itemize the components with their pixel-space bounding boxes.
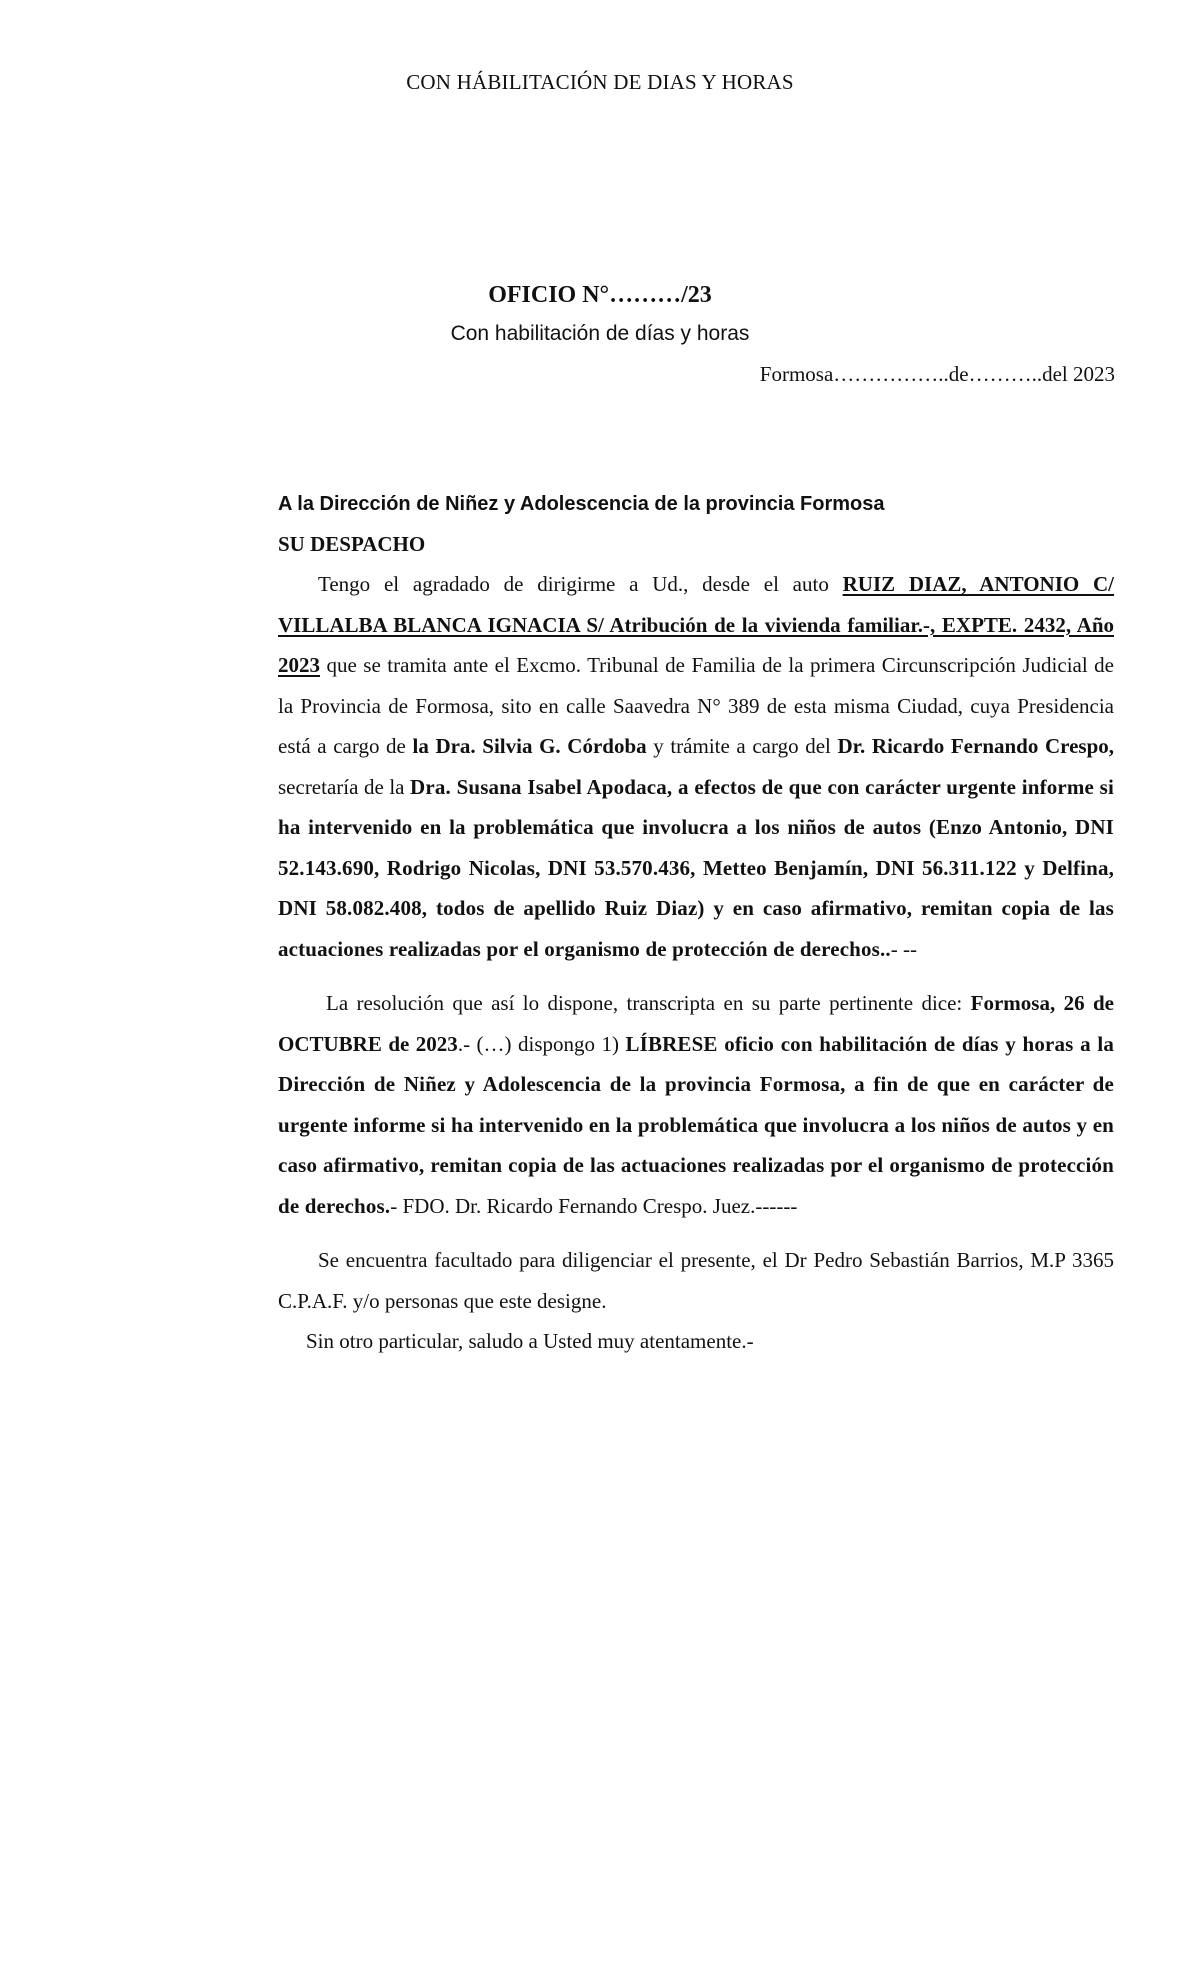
case-name: RUIZ DIAZ, ANTONIO C/ VILLALBA BLANCA IGNACIA S/ Atribución de la vivienda familiar.-, EXPTE. 2432, Año 2023 — [278, 572, 1115, 677]
title-block — [0, 278, 1200, 352]
header-note: CON HÁBILITACIÓN DE DIAS Y HORAS — [406, 70, 794, 94]
p1-text-2: que se tramita ante el Excmo. Tribunal de Familia de la primera Circunscripción Judicial de la Provincia de Formosa, sito en calle Saavedra N° 389 de esta misma Ciudad, cuya Presidencia está a cargo de — [278, 653, 1114, 758]
p2-text-1: La resolución que así lo dispone, transcripta en su parte pertinente dice: — [326, 991, 971, 1015]
oficio-title: OFICIO N°………/23 — [488, 282, 712, 308]
p1-text-5: - -- — [890, 936, 918, 961]
request-text: Dra. Susana Isabel Apodaca, a efectos de que con carácter urgente informe si ha intervenido en la problemática que involucra a los niños de autos (Enzo Antonio, DNI 52.143.690, Rodrigo Nicolas, DNI 53.570.436, Metteo Benjamín, DNI 56.311.122 y Delfina, DNI 58.082.408, todos de apellido Ruiz Diaz) y en caso afirmativo, remitan copia de las actuaciones realizadas por el organismo de protección de derechos.. — [278, 774, 1114, 961]
paragraph-1 — [278, 564, 1114, 969]
resolution-date: Formosa, 26 de OCTUBRE de 2023 — [278, 991, 1114, 1056]
paragraph-2 — [278, 983, 1114, 1226]
presidenta-name: la Dra. Silvia G. Córdoba — [412, 734, 647, 758]
p1-text-1: Tengo el agradado de dirigirme a Ud., desde el auto — [318, 572, 843, 596]
addressee: A la Dirección de Niñez y Adolescencia de la provincia Formosa — [278, 493, 885, 515]
juez-name: Dr. Ricardo Fernando Crespo, — [837, 734, 1114, 758]
p1-text-3: y trámite a cargo del — [646, 734, 838, 758]
oficio-subtitle: Con habilitación de días y horas — [450, 322, 750, 345]
document-body — [278, 484, 1114, 1362]
date-line: Formosa……………..de………..del 2023 — [759, 362, 1115, 386]
resolution-text: LÍBRESE oficio con habilitación de días y horas a la Dirección de Niñez y Adolescencia de la provincia Formosa, a fin de que en carácter de urgente informe si ha intervenido en la problemática que involucra a los niños de autos y en caso afirmativo, remitan copia de las actuaciones realizadas por el organismo de protección de derechos. — [278, 1031, 1114, 1218]
p2-text-2: .- (…) dispongo 1) — [457, 1031, 626, 1056]
closing-line: Sin otro particular, saludo a Usted muy atentamente.- — [306, 1329, 754, 1353]
p2-text-3: - FDO. Dr. Ricardo Fernando Crespo. Juez.------ — [390, 1193, 798, 1218]
despacho-line: SU DESPACHO — [278, 532, 426, 556]
p1-text-4: secretaría de la — [278, 774, 411, 799]
paragraph-3: Se encuentra facultado para diligenciar el presente, el Dr Pedro Sebastián Barrios, M.P 3365 C.P.A.F. y/o personas que este designe. — [278, 1248, 1114, 1313]
